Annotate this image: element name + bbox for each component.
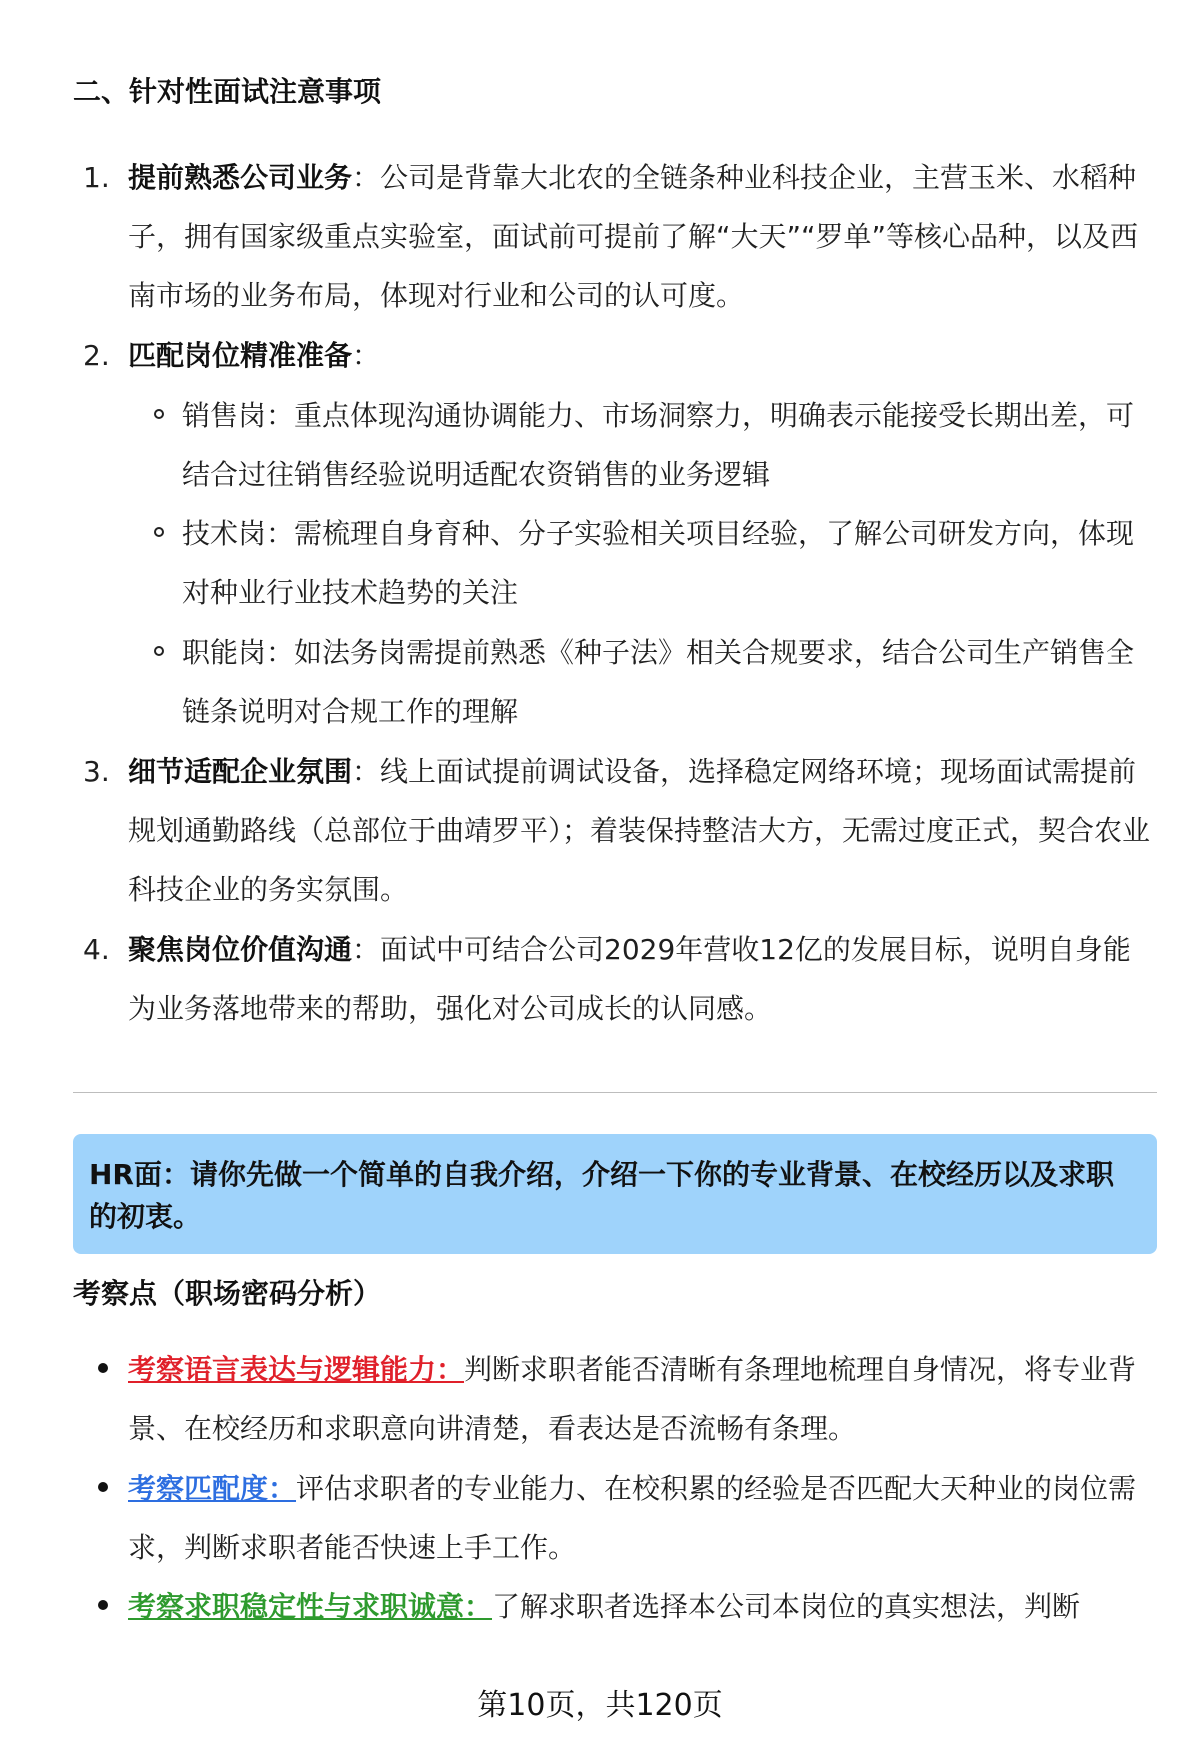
bullet-item — [128, 1577, 1158, 1636]
list-number: 1. — [83, 161, 110, 194]
bullet-dot-icon — [98, 1363, 108, 1373]
circle-bullet-icon — [154, 409, 164, 419]
sub-list-item — [182, 504, 1142, 622]
divider — [73, 1092, 1157, 1093]
item-text: ：线上面试提前调试设备，选择稳定网络环境；现场面试需提前规划通勤路线（总部位于曲靖罗平）；着装保持整洁大方，无需过度正式，契合农业科技企业的务实氛围。 — [128, 755, 1151, 906]
list-item — [83, 742, 1158, 919]
circle-bullet-icon — [154, 646, 164, 656]
item-title: 聚焦岗位价值沟通 — [128, 933, 353, 966]
list-item — [83, 148, 1158, 325]
sub-item-text: 职能岗：如法务岗需提前熟悉《种子法》相关合规要求，结合公司生产销售全链条说明对合规工作的理解 — [182, 636, 1135, 728]
analysis-label: 考察求职稳定性与求职诚意： — [128, 1590, 493, 1623]
analysis-text: 了解求职者选择本公司本岗位的真实想法，判断 — [492, 1590, 1081, 1623]
sub-item-text: 销售岗：重点体现沟通协调能力、市场洞察力，明确表示能接受长期出差，可结合过往销售经验说明适配农资销售的业务逻辑 — [182, 399, 1135, 491]
list-number: 4. — [83, 933, 110, 966]
sub-item-text: 技术岗：需梳理自身育种、分子实验相关项目经验，了解公司研发方向，体现对种业行业技术趋势的关注 — [182, 517, 1135, 609]
section-title: 二、针对性面试注意事项 — [73, 75, 382, 108]
item-title: 提前熟悉公司业务 — [128, 161, 353, 194]
item-title: 匹配岗位精准准备 — [128, 339, 353, 372]
bullet-dot-icon — [98, 1482, 108, 1492]
analysis-text: 判断求职者能否清晰有条理地梳理自身情况，将专业背景、在校经历和求职意向讲清楚，看表达是否流畅有条理。 — [128, 1353, 1137, 1445]
analysis-heading: 考察点（职场密码分析） — [73, 1277, 382, 1310]
analysis-text: 评估求职者的专业能力、在校积累的经验是否匹配大天种业的岗位需求，判断求职者能否快速上手工作。 — [128, 1472, 1137, 1564]
list-item — [83, 920, 1158, 1038]
item-text: ：面试中可结合公司2029年营收12亿的发展目标，说明自身能为业务落地带来的帮助，强化对公司成长的认同感。 — [128, 933, 1131, 1025]
sub-list-item — [182, 623, 1142, 741]
analysis-label: 考察匹配度： — [128, 1472, 297, 1505]
item-text: ： — [352, 339, 381, 372]
sub-list-item — [182, 386, 1142, 504]
analysis-label: 考察语言表达与逻辑能力： — [128, 1353, 465, 1386]
bullet-item — [128, 1459, 1158, 1577]
item-title: 细节适配企业氛围 — [128, 755, 353, 788]
circle-bullet-icon — [154, 527, 164, 537]
item-text: ：公司是背靠大北农的全链条种业科技企业，主营玉米、水稻种子，拥有国家级重点实验室，面试前可提前了解“大天”“罗单”等核心品种，以及西南市场的业务布局，体现对行业和公司的认可度。 — [128, 161, 1139, 312]
list-number: 2. — [83, 339, 110, 372]
hr-question-box: HR面：请你先做一个简单的自我介绍，介绍一下你的专业背景、在校经历以及求职的初衷。 — [73, 1134, 1157, 1254]
bullet-dot-icon — [98, 1600, 108, 1610]
list-item — [83, 326, 1158, 385]
list-number: 3. — [83, 755, 110, 788]
page-number: 第10页，共120页 — [477, 1688, 723, 1723]
bullet-item — [128, 1340, 1158, 1458]
